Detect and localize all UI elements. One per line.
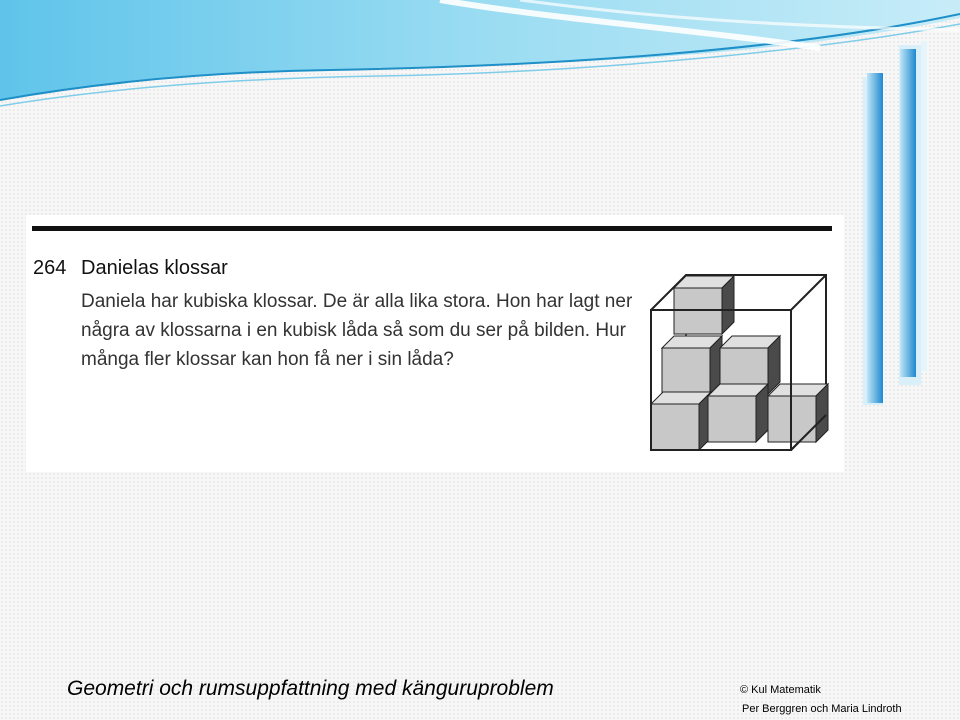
copyright-text: © Kul Matematik bbox=[740, 684, 821, 696]
top-rule bbox=[32, 226, 832, 231]
cube bbox=[708, 384, 768, 442]
footer-title: Geometri och rumsuppfattning med känguruproblem bbox=[67, 677, 554, 700]
authors-text: Per Berggren och Maria Lindroth bbox=[742, 703, 902, 715]
problem-title: Danielas klossar bbox=[81, 257, 228, 279]
cube bbox=[662, 336, 722, 394]
problem-card bbox=[26, 215, 844, 472]
cube-box-figure bbox=[646, 270, 836, 455]
problem-text: Daniela har kubiska klossar. De är alla lika stora. Hon har lagt ner några av klossarna i en kubisk låda så som du ser på bilden. Hur många fler klossar kan hon få ner i sin låda? bbox=[81, 291, 633, 370]
cube bbox=[674, 276, 734, 334]
cube bbox=[651, 392, 711, 450]
header-wave-decoration bbox=[0, 0, 960, 110]
cube bbox=[768, 384, 828, 442]
problem-number: 264 bbox=[33, 257, 67, 279]
decorative-bars bbox=[855, 35, 935, 415]
